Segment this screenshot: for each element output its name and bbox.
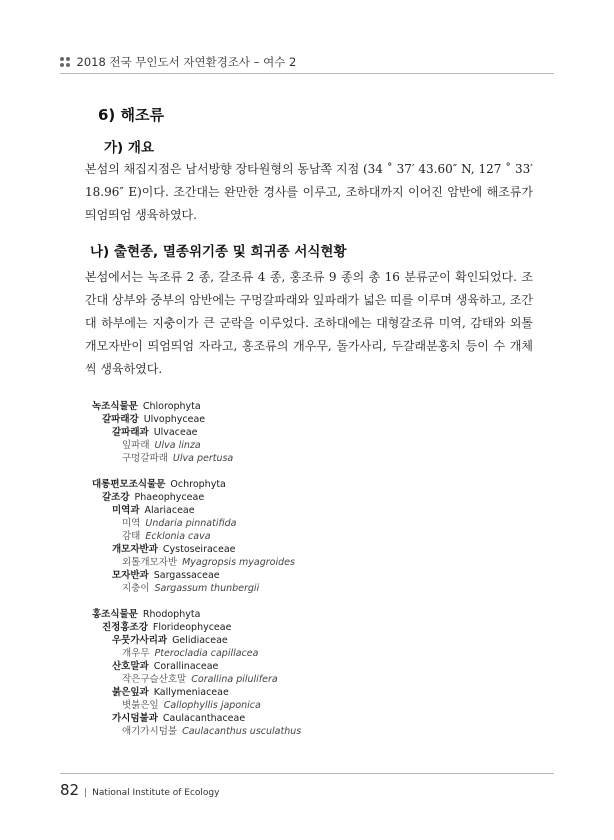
phylum-kr: 홍조식물문 [92,609,138,620]
family-row [92,504,532,517]
species-kr: 외톨개모자반 [122,557,178,568]
taxon-group-red [92,608,532,738]
family-row [92,569,532,582]
family-en: Cystoseiraceae [162,544,236,555]
family-kr: 모자반과 [112,570,149,581]
species-sci: Callophyllis japonica [163,700,261,711]
species-sci: Ulva pertusa [172,453,234,464]
family-kr: 갈파래과 [112,427,149,438]
family-kr: 산호말과 [112,661,149,672]
family-kr: 개모자반과 [112,544,158,555]
overview-paragraph: 본섬의 채집지점은 남서방향 장타원형의 동남쪽 지점 (34 ˚ 37′ 43.60″ N, 127 ˚ 33′ 18.96″ E)이다. 조간대는 완만한 경사를 이루고, 조하대까지 이어진 암반에 해조류가 띄엄띄엄 생육하였다. [85,162,533,222]
phylum-en: Ochrophyta [170,479,226,490]
family-row [92,543,532,556]
species-row [92,647,532,660]
header-title: 2018 전국 무인도서 자연환경조사 – 여수 2 [76,55,297,69]
footer-separator: | [84,788,88,798]
phylum-kr: 녹조식물문 [92,401,138,412]
family-en: Corallinaceae [153,661,219,672]
family-en: Caulacanthaceae [162,713,246,724]
phylum-row [92,608,532,621]
taxon-group-brown [92,478,532,595]
family-row [92,634,532,647]
species-row [92,582,532,595]
species-row [92,530,532,543]
section-title: 6) 해조류 [98,106,164,124]
class-row [92,491,532,504]
class-en: Florideophyceae [152,622,232,633]
phylum-row [92,400,532,413]
species-row [92,517,532,530]
family-kr: 미역과 [112,505,140,516]
species-row [92,673,532,686]
species-kr: 지충이 [122,583,150,594]
family-kr: 붉은잎과 [112,687,149,698]
species-kr: 감태 [122,531,141,542]
species-kr: 잎파래 [122,440,150,451]
family-en: Alariaceae [144,505,195,516]
species-sci: Sargassum thunbergii [154,583,260,594]
family-en: Gelidiaceae [172,635,228,646]
species-row [92,699,532,712]
family-row [92,660,532,673]
subsection-title-species: 나) 출현종, 멸종위기종 및 희귀종 서식현황 [90,244,347,260]
family-row [92,712,532,725]
class-kr: 갈파래강 [102,414,139,425]
page-number: 82 [60,781,80,799]
page-footer [60,781,219,799]
species-row [92,439,532,452]
running-header [60,54,554,70]
class-kr: 진정홍조강 [102,622,148,633]
subsection-title-overview: 가) 개요 [104,140,154,156]
species-kr: 볏붉은잎 [122,700,159,711]
phylum-row [92,478,532,491]
species-kr: 구멍갈파래 [122,453,168,464]
phylum-en: Rhodophyta [142,609,201,620]
taxonomy-list [92,400,532,751]
species-sci: Corallina pilulifera [191,674,278,685]
species-sci: Ecklonia cava [145,531,211,542]
species-sci: Ulva linza [154,440,201,451]
class-row [92,621,532,634]
header-divider [60,73,554,74]
family-kr: 우뭇가사리과 [112,635,168,646]
species-kr: 개우무 [122,648,150,659]
species-sci: Caulacanthus usculathus [182,726,302,737]
species-row [92,556,532,569]
dots-icon [60,57,70,67]
species-row [92,725,532,738]
family-row [92,426,532,439]
taxon-group-green [92,400,532,465]
species-sci: Undaria pinnatifida [145,518,237,529]
class-en: Ulvophyceae [143,414,206,425]
phylum-kr: 대롱편모조식물문 [92,479,166,490]
phylum-en: Chlorophyta [142,401,201,412]
family-en: Ulvaceae [153,427,198,438]
species-paragraph: 본섬에서는 녹조류 2 종, 갈조류 4 종, 홍조류 9 종의 총 16 분류군이 확인되었다. 조간대 상부와 중부의 암반에는 구멍갈파래와 잎파래가 넓은 띠를 이루며 생육하고, 조간대 하부에는 지충이가 큰 군락을 이루었다. 조하대에는 대형갈조류 미역, 감태와 외톨개모자반이 띄엄띄엄 자라고, 홍조류의 개우무, 돌가사리, 두갈래분홍치 등이 수 개체씩 생육하였다. [85,270,533,376]
family-kr: 가시덤불과 [112,713,158,724]
species-sci: Myagropsis myagroides [182,557,295,568]
class-en: Phaeophyceae [134,492,205,503]
species-kr: 미역 [122,518,141,529]
class-row [92,413,532,426]
species-kr: 작은구슬산호말 [122,674,187,685]
species-kr: 애기가시덤불 [122,726,178,737]
family-en: Kallymeniaceae [153,687,229,698]
species-row [92,452,532,465]
species-sci: Pterocladia capillacea [154,648,259,659]
footer-divider [60,773,554,774]
class-kr: 갈조강 [102,492,130,503]
family-row [92,686,532,699]
footer-org: National Institute of Ecology [92,788,220,798]
family-en: Sargassaceae [153,570,220,581]
